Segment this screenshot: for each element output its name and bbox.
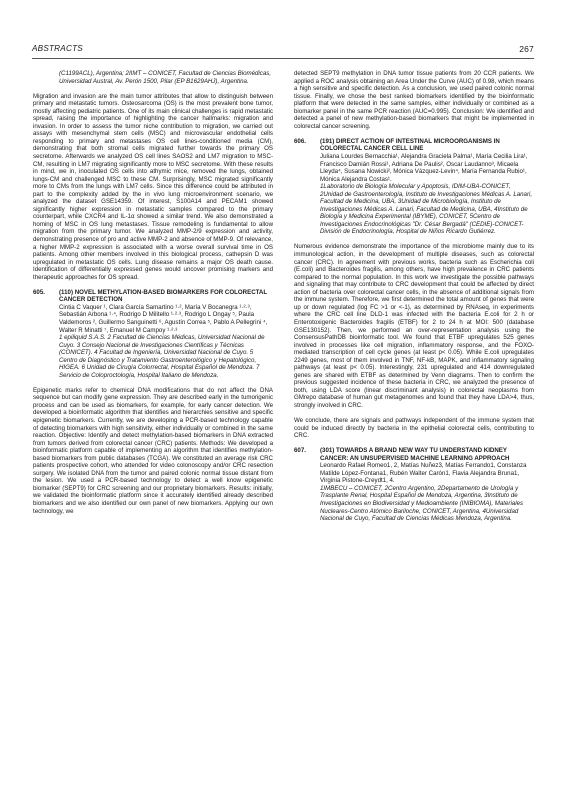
section-title: ABSTRACTS [32,44,83,53]
abstract-heading [33,289,273,304]
abstract-authors: Cintia C Vaquer ¹, Clara García Samartino ¹·², María V Bocanegra ¹·²·³, Sebastián Arbona ¹·⁴, Rodrigo D Militello ¹·²·³, Rodrigo L Ongay ⁵, Paula Valdemoros ², Guillermo Sanguinetti ⁶, Agustín Correa ⁵, Pablo A Pellegrini ⁴, Walter R Minatti ⁷, Emanuel M Campoy ¹·²·³ [59,303,268,334]
abstract-authors: Juliana Lourdes Bernacchia¹, Alejandra Graciela Palma¹, María Cecilia Lira¹, Francisco Damián Rossi¹, Adriana De Paulis², Oscar Laudanno³, Micaela Lleyda⁴, Susana Nowicki², Mónica Vázquez-Levin⁴, María Fernanda Rubio¹, Mónica Alejandra Costas¹. [320,152,528,183]
abstract-number: 605. [33,288,45,296]
right-column [294,70,534,530]
abstract-607 [294,447,534,522]
abstract-affiliations: 1Laboratorio de Biología Molecular y Apoptosis, IDIM-UBA-CONICET, 2Unidad de Gastroenterología, Instituto de Investigaciones Médicas A. Lanari, Facultad de Medicina, UBA, 3Unidad de Microbiología, Instituto de Investigaciones Médicas A. Lanari, Facultad de Medicina, UBA, 4Instituto de Biología y Medicina Experimental (IBYME), CONICET, 5Centro de Investigaciones Endocrinológicas "Dr. César Bergadá" (CEDIE)-CONICET-División de Endocrinología, Hospital de Niños Ricardo Gutiérrez. [320,183,533,236]
abstract-affiliations: 1 epiliquid S.A.S. 2 Facultad de Ciencias Médicas, Universidad Nacional de Cuyo. 3 Consejo Nacional de Investigaciones Científicas y Técnicas (CONICET). 4 Facultad de Ingeniería, Universidad Nacional de Cuyo. 5 Centro de Diagnóstico y Tratamiento Gastroenterológico y Hepatológico, HIGEA. 6 Unidad de Cirugía Colorrectal, Hospital Español de Mendoza. 7 Servicio de Coloproctología, Hospital Italiano de Mendoza. [59,334,265,379]
running-header [32,44,534,58]
continued-abstract-body: Migration and invasion are the main tumor attributes that allow to distinguish between primary and metastatic tumors. Osteosarcoma (OS) is the most prevalent bone tumor, mostly affecting pediatric patients. One of its main clinical challenges is rapid metastatic spread, raising the importance of highlighting the cancer hallmarks: migration and invasion. In order to assess the tumor niche contribution to migration, we carried out assays with mesenchymal stem cells (MSC) and microvascular endothelial cells responding to primary and metastases OS cell lines-conditioned media (CM), demonstrating that both stromal cells migrated further towards the primary OS secretome. Afterwards we analyzed OS cell lines SAOS2 and LM7 migration to MSC-CM, resulting in LM7 migrating significantly more to MSC secretome. With these results in mind, we in, inoculated OS cells into athymic mice, removed the lungs, obtained lungs-CM and challenged MSC to these CM. Surprisingly, MSC migrated significantly more to CMs from the lungs with LM7 cells. Since this difference could be attributed in part to the complexity added by the in vivo lung microenvironment scenario, we analyzed the dataset GSE14359. Of interest, S100A14 and PECAM1 showed significantly higher expression in metastatic samples compared to the primary counterpart, while CXCR4 and IL-1α showed a similar trend. We also demonstrated a homing of MSC in OS lung metastases. Tissue remodeling is fundamental to allow migration from the primary tumor. We analyzed MMP-2/9 expression and activity, demonstrating presence of pro and active MMP-2 and absence of MMP-9. Of relevance, a higher MMP-2 expression is associated with a worse overall survival time in OS patients. Among other members involved in this biological process, cathepsin D was upregulated in metastatic OS cells. Lung disease remains a major OS death cause. Identification of differentially expressed genes would uncover promising markers and therapeutic approaches for OS spread. [33,92,273,281]
abstract-body: Epigenetic marks refer to chemical DNA modifications that do not affect the DNA sequence but can modify gene expression. They are described early in the tumorigenic process and can be used as biomarkers, for example, for early cancer detection. We developed a bioinformatic algorithm that identifies and hierarchies sensitive and specific epigenetic biomarkers. Currently, we are developing a PCR-based technology capable of detecting biomarkers with high sensitivity, either individually or combined in the same reaction. Objective: Identify and detect methylation-based biomarkers in DNA extracted from tumors derived from colorectal cancer (CRC) patients. Methods: We developed a bioinformatic platform capable of implementing an algorithm that identifies methylation-based biomarkers from public databases (TCGA). We constituted an average risk CRC patients prospective cohort, who attended for video colonoscopy and/or CRC resection surgery. We isolated DNA from the tumor and paired colonic normal tissue distant from the lesion. We used a PCR-based technology to detect a well know epigenetic biomarker (SEPT9) for CRC screening and our proprietary biomarkers. Results: initially, we validated the bioinformatic platform since it accurately identified already described biomarkers and we also identified our own panel of new biomarkers. Applying our own technology, we [33,386,273,515]
continued-affiliation: (C1199ACL), Argentina; 2IIMT – CONICET, Facultad de Ciencias Biomédicas, Universidad Austral, Av. Perón 1500, Pilar (EP B1629AHJ), Argentina. [59,70,272,85]
abstract-title: (110) NOVEL METHYLATION-BASED BIOMARKERS FOR COLORECTAL CANCER DETECTION [59,288,267,304]
header-rule [32,58,534,59]
abstract-authors: Leonardo Rafael Romeo1, 2, Matías Nuñez3, Matías Ferrando1, Constanza Matilde López-Fontana1, Rubén Walter Carón1, Flavia Alejandra Bruna1, Virginia Pistone-Creydt1, 4. [320,462,527,485]
abstract-number: 606. [294,137,306,145]
left-column [33,70,273,523]
abstract-number: 607. [294,447,306,455]
continued-abstract-body: detected SEPT9 methylation in DNA tumor tissue patients from 20 CCR patients. We applied a ROC analysis obtaining an Area Under the Curve (AUC) of 0.98, which means a high sensitive and specific detection. As a conclusion, we used paired colonic normal tissue. Finally, we chose the best ranked biomarkers identified by the bioinformatic platform that were detected in the same samples, either individually or combined as a biomarker panel in the same PCR reaction (AUC=0.995). Conclusion: We identified and detected a panel of new methylation-based biomarkers that might be implemented in colorectal cancer screening. [294,70,534,130]
abstract-affiliations: 1IMBECU – CONICET, 2Centro Argentino, 2Departamento de Urología y Trasplante Renal, Hospital Español de Mendoza, Argentina, 3Instituto de Investigaciones en Biodiversidad y Medioambiente (INIBIOMA), Materiales Nucleares-Centro Atómico Bariloche, CONICET, Argentina, 4Universidad Nacional de Cuyo, Facultad de Ciencias Médicas Mendoza, Argentina. [320,484,524,523]
page-number: 267 [519,44,534,54]
abstract-title: (301) TOWARDS A BRAND NEW WAY TU UNDERSTAND KIDNEY CANCER: AN UNSUPERVISED MACHINE LEARNING APPROACH [320,447,510,462]
abstract-heading [294,138,534,153]
abstract-606 [294,138,534,236]
abstract-conclusion: We conclude, there are signals and pathways independent of the immune system that could be induced directly by bacteria in the epithelial colorectal cells, contributing to CRC. [294,417,534,440]
abstract-body: Numerous evidence demonstrate the importance of the microbiome mainly due to its immunological action, in the development of multiple diseases, such as colorectal cancer (CRC). In agreement with previous works, bacteria such as Escherichia coli (E.coli) and Bacteroides fragilis, among others, have high prevalence in CRC patients compared to the normal population. In this work we investigate the possible pathways and signaling that may contribute to CRC development that could be affected by direct action of bacteria over colorectal cancer cells, in the absence of additional signals from the immune system. Therefore, we first determined the total amount of genes that were up or down regulated (log FC >1 or <-1), as determined by RNAseq, in experiments where the CRC cell line DLD-1 was infected with the bacteria E.coli for 2 h or Enterotoxigenic Bacteroides fragilis (ETBF) for 2 to 24 h at MOI: 500 (database GSE130152). Then, we performed an over-representation analysis using the ConsensusPathDB bioinformatic tool. We found that ETBF upregulates 525 genes involved in processes like cell migration, inflammatory response, and the FOXO-mediated transcription of cell cycle genes (at least p< 0.05). While E.coli upregulates 2249 genes, most of them involved in TNF, NF-kB, MAPK, and inflammatory signaling pathways (at least p< 0.05). Interestingly, 231 upregulated and 414 downregulated genes are shared with ETBF as determined by Venn diagrams. Then to confirm the previous suggested incidence of these bacteria in CRC, we analyzed the presence of both, using LDA score (linear discriminant analysis) in colorectal neoplasms from GMrepo database of human gut metagenomes and found that they have LDA>4, thus, strongly involved in CRC. [294,243,534,409]
abstract-heading [294,447,534,462]
abstract-605 [33,289,273,380]
abstract-title: (191) DIRECT ACTION OF INTESTINAL MICROORGANISMS IN COLORECTAL CANCER CELL LINE [320,137,500,153]
